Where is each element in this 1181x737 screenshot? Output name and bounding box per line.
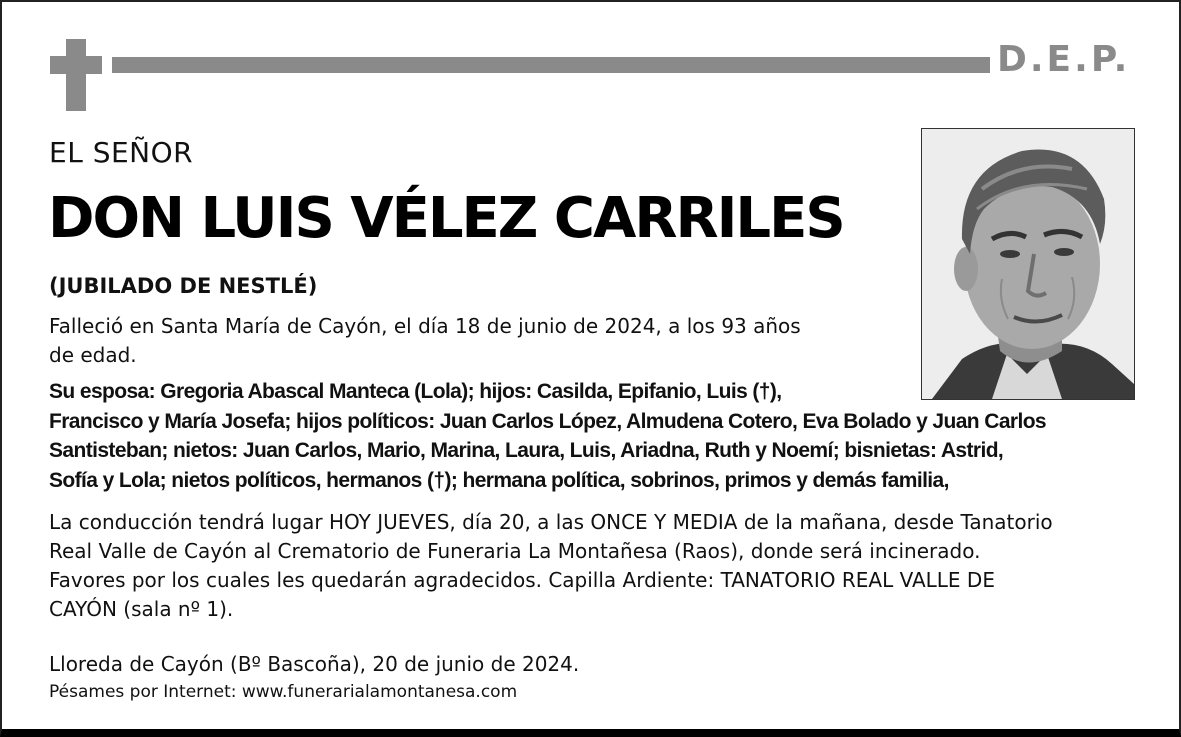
- header-rule: [112, 57, 990, 73]
- family-line: Santisteban; nietos: Juan Carlos, Mario, Marina, Laura, Luis, Ariadna, Ruth y Noemí; bisnietas: Astrid,: [49, 439, 1004, 462]
- family-line: Sofía y Lola; nietos políticos, hermanos (†); hermana política, sobrinos, primos y demás familia,: [49, 468, 949, 492]
- funeral-line: Real Valle de Cayón al Crematorio de Funeraria La Montañesa (Raos), donde será incinerado.: [49, 539, 981, 563]
- funeral-line: CAYÓN (sala nº 1).: [49, 597, 234, 621]
- occupation-subtitle: (JUBILADO DE NESTLÉ): [49, 274, 318, 298]
- funeral-line: La conducción tendrá lugar HOY JUEVES, día 20, a las ONCE Y MEDIA de la mañana, desde Tanatorio: [49, 510, 1053, 534]
- death-line: de edad.: [49, 343, 137, 367]
- dep-label: D.E.P.: [997, 39, 1131, 80]
- death-line: Falleció en Santa María de Cayón, el día 18 de junio de 2024, a los 93 años: [49, 314, 801, 338]
- family-list: [49, 377, 1149, 495]
- portrait-photo: [921, 128, 1135, 400]
- condolences-web: Pésames por Internet: www.funerarialamontanesa.com: [49, 682, 518, 702]
- deceased-name: DON LUIS VÉLEZ CARRILES: [48, 186, 844, 251]
- cross-icon-bar: [50, 56, 102, 74]
- place-date: Lloreda de Cayón (Bº Bascoña), 20 de junio de 2024.: [49, 652, 580, 676]
- funeral-details: [49, 508, 1149, 624]
- family-line: Francisco y María Josefa; hijos políticos: Juan Carlos López, Almudena Cotero, Eva Bolado y Juan Carlos: [49, 409, 1047, 433]
- funeral-line: Favores por los cuales les quedarán agradecidos. Capilla Ardiente: TANATORIO REAL VALLE DE: [49, 568, 995, 592]
- family-line: Su esposa: Gregoria Abascal Manteca (Lola); hijos: Casilda, Epifanio, Luis (†),: [49, 380, 782, 403]
- cross-icon: [66, 39, 86, 111]
- death-statement: [49, 312, 869, 370]
- honorific: EL SEÑOR: [49, 136, 194, 169]
